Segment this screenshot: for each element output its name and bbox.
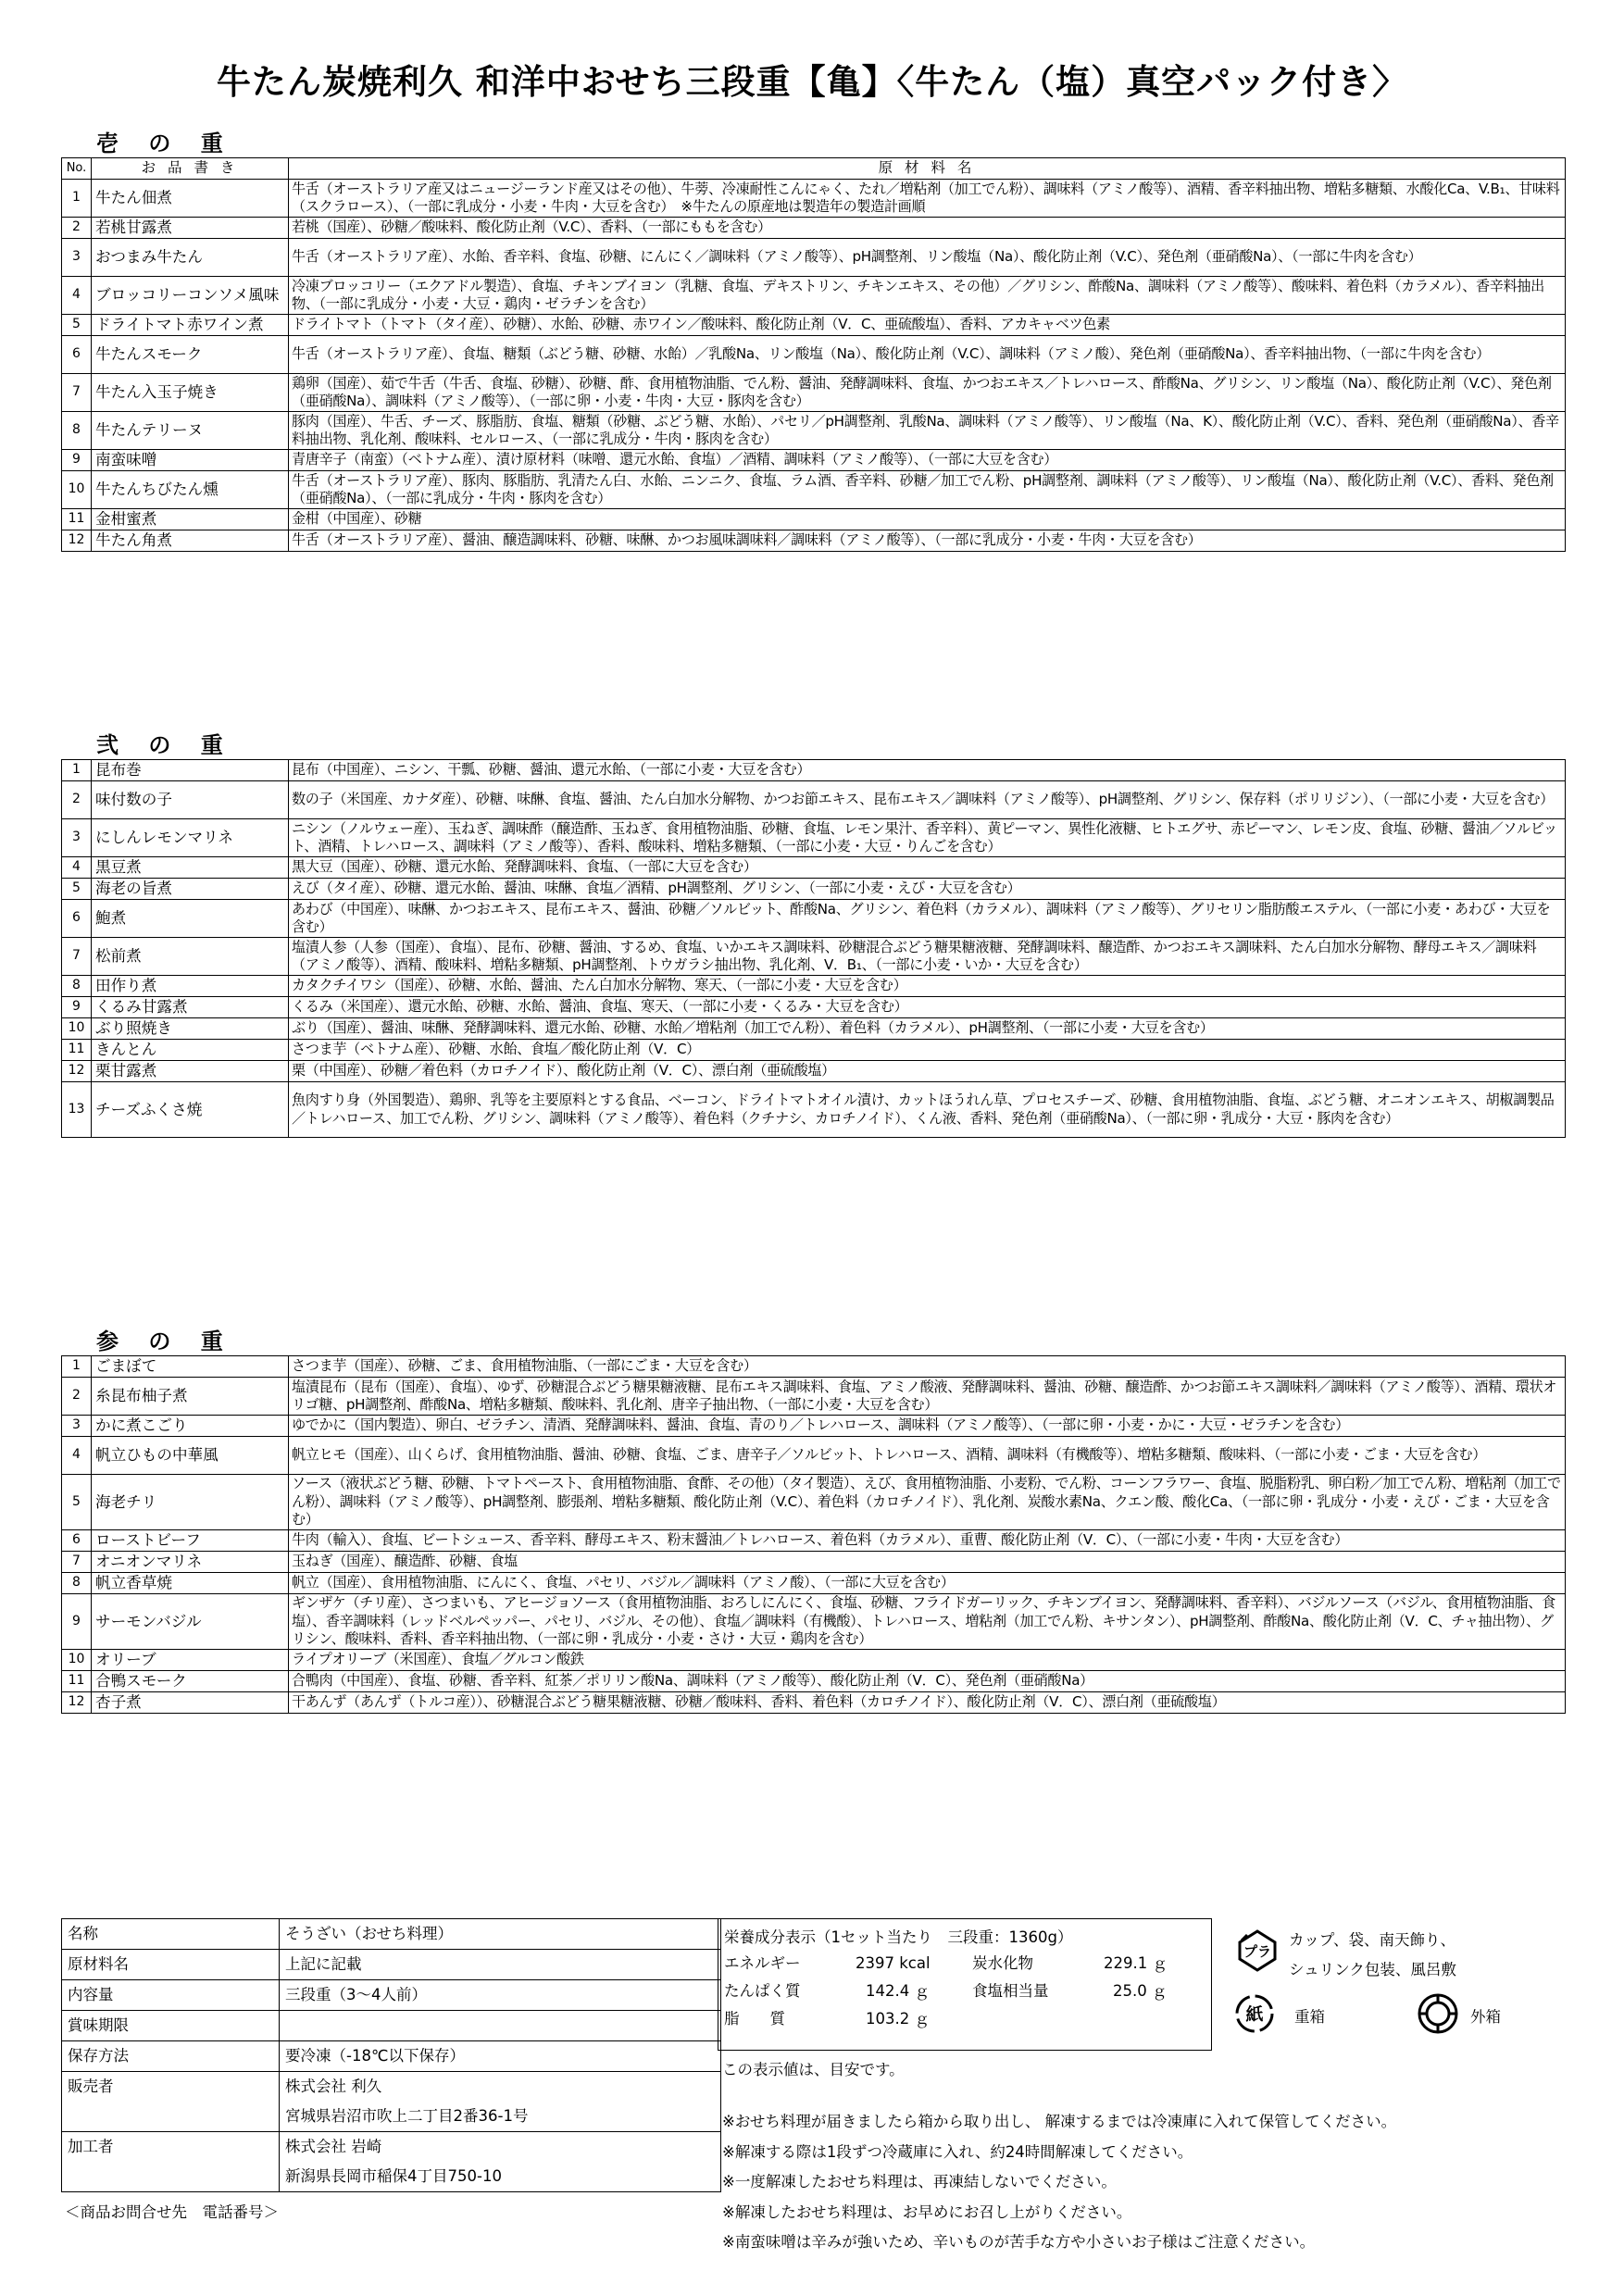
paper-mark-text: 紙 (1245, 2004, 1264, 2025)
item-ingredients: ゆでかに（国内製造）、卵白、ゼラチン、清酒、発酵調味料、醤油、食塩、青のり／トレハロース、調味料（アミノ酸等）、（一部に卵・小麦・かに・大豆・ゼラチンを含む） (289, 1416, 1566, 1437)
item-name: 杏子煮 (92, 1692, 289, 1714)
section-title: 弐 の 重 (96, 731, 234, 758)
note-item: ※一度解凍したおせち料理は、再凍結しないでください。 (722, 2173, 1117, 2190)
item-name: 牛たん佃煮 (92, 180, 289, 218)
item-name: 南蛮味噌 (92, 450, 289, 471)
item-name: 鮑煮 (92, 900, 289, 938)
item-ingredients: 金柑（中国産）、砂糖 (289, 509, 1566, 530)
nutrition-box (718, 1918, 1212, 2051)
item-no: 1 (62, 180, 92, 218)
table-row (62, 450, 1566, 471)
item-no: 3 (62, 239, 92, 277)
table-row (62, 315, 1566, 336)
nutrition-note: この表示値は、目安です。 (722, 2061, 905, 2078)
item-ingredients: 塩漬昆布（昆布（国産）、食塩）、ゆず、砂糖混合ぶどう糖果糖液糖、昆布エキス調味料、食塩、アミノ酸液、発酵調味料、醤油、砂糖、醸造酢、かつお節エキス調味料／調味料（アミノ酸等）、酒精、環状オリゴ糖、pH調整剤、酢酸Na、増粘多糖類、酸味料、乳化剤、唐辛子抽出物、（一部に小麦・大豆を含む） (289, 1378, 1566, 1416)
table-row (62, 1530, 1566, 1552)
nutrition-value: 229.1 ｇ (1104, 1954, 1168, 1972)
item-no: 6 (62, 900, 92, 938)
info-value: 宮城県岩沼市吹上二丁目2番36-1号 (280, 2102, 721, 2132)
item-name: 牛たん角煮 (92, 530, 289, 552)
item-no: 12 (62, 1061, 92, 1082)
item-no: 6 (62, 336, 92, 374)
item-ingredients: 牛舌（オーストラリア産）、水飴、香辛料、食塩、砂糖、にんにく／調味料（アミノ酸等）、pH調整剤、リン酸塩（Na）、酸化防止剤（V.C）、発色剤（亜硝酸Na）、（一部に牛肉を含む） (289, 239, 1566, 277)
item-ingredients: ぶり（国産）、醤油、味醂、発酵調味料、還元水飴、砂糖、水飴／増粘剤（加工でん粉）、着色料（カラメル）、pH調整剤、（一部に小麦・大豆を含む） (289, 1018, 1566, 1040)
info-value: 上記に記載 (280, 1950, 721, 1980)
item-name: にしんレモンマリネ (92, 819, 289, 857)
header-ingredients: 原 材 料 名 (289, 158, 1566, 180)
table-row (62, 1356, 1566, 1378)
cardboard-text: 外箱 (1470, 2008, 1501, 2026)
info-value: そうざい（おせち料理） (280, 1919, 721, 1950)
item-ingredients: 青唐辛子（南蛮）（ベトナム産）、漬け原材料（味噌、還元水飴、食塩）／酒精、調味料（アミノ酸等）、（一部に大豆を含む） (289, 450, 1566, 471)
info-value: 株式会社 岩崎 (280, 2132, 721, 2163)
table-row (62, 1378, 1566, 1416)
table-row (62, 374, 1566, 412)
item-name: ドライトマト赤ワイン煮 (92, 315, 289, 336)
item-name: 合鴨スモーク (92, 1671, 289, 1692)
item-no: 11 (62, 1671, 92, 1692)
item-ingredients: 鶏卵（国産）、茹で牛舌（牛舌、食塩、砂糖）、砂糖、酢、食用植物油脂、でん粉、醤油、発酵調味料、食塩、かつおエキス／トレハロース、酢酸Na、グリシン、リン酸塩（Na）、酸化防止剤（V.C）、発色剤（亜硝酸Na）、調味料（アミノ酸等）、（一部に卵・小麦・牛肉・大豆・豚肉を含む） (289, 374, 1566, 412)
item-ingredients: 合鴨肉（中国産）、食塩、砂糖、香辛料、紅茶／ポリリン酸Na、調味料（アミノ酸等）、酸化防止剤（V．C）、発色剤（亜硝酸Na） (289, 1671, 1566, 1692)
table-row (62, 819, 1566, 857)
item-name: 黒豆煮 (92, 857, 289, 879)
table-row (62, 509, 1566, 530)
item-ingredients: ドライトマト（トマト（タイ産）、砂糖）、水飴、砂糖、赤ワイン／酸味料、酸化防止剤（V．C、亜硫酸塩）、香料、アカキャベツ色素 (289, 315, 1566, 336)
item-name: 帆立香草焼 (92, 1573, 289, 1594)
item-name: 牛たん入玉子焼き (92, 374, 289, 412)
table-header-row (62, 158, 1566, 180)
info-value: 株式会社 利久 (280, 2072, 721, 2103)
item-no: 11 (62, 1040, 92, 1061)
table-row (62, 530, 1566, 552)
item-ingredients: カタクチイワシ（国産）、砂糖、水飴、醤油、たん白加水分解物、寒天、（一部に小麦・大豆を含む） (289, 976, 1566, 997)
note-item: ※解凍したおせち料理は、お早めにお召し上がりください。 (722, 2202, 1132, 2221)
nutrition-label: 食塩相当量 (972, 1982, 1049, 2000)
section-ni (61, 731, 1566, 1138)
plastic-text-1: カップ、袋、南天飾り、 (1289, 1931, 1456, 1949)
item-name: オニオンマリネ (92, 1552, 289, 1573)
item-no: 2 (62, 781, 92, 819)
item-name: 糸昆布柚子煮 (92, 1378, 289, 1416)
contact-label: ＜商品お問合せ先 電話番号＞ (65, 2203, 279, 2221)
item-ingredients: 数の子（米国産、カナダ産）、砂糖、味醂、食塩、醤油、たん白加水分解物、かつお節エキス、昆布エキス／調味料（アミノ酸等）、pH調整剤、グリシン、保存料（ポリリジン）、（一部に小麦・大豆を含む） (289, 781, 1566, 819)
table-row (62, 760, 1566, 781)
table-row (62, 239, 1566, 277)
item-ingredients: ギンザケ（チリ産）、さつまいも、アヒージョソース（食用植物油脂、おろしにんにく、食塩、砂糖、フライドガーリック、チキンブイヨン、発酵調味料、香辛料）、バジルソース（バジル、食用植物油脂、食塩）、香辛調味料（レッドベルペッパー、パセリ、バジル、その他）、食塩／調味料（有機酸）、トレハロース、増粘剤（加工でん粉、キサンタン）、pH調整剤、酢酸Na、酸化防止剤（V．C、チャ抽出物）、グリシン、酸味料、香料、香辛料抽出物、（一部に卵・乳成分・小麦・さけ・大豆・鶏肉を含む） (289, 1594, 1566, 1650)
table-row (62, 997, 1566, 1018)
note-item: ※解凍する際は1段ずつ冷蔵庫に入れ、約24時間解凍してください。 (722, 2142, 1193, 2161)
item-name: 海老の旨煮 (92, 879, 289, 900)
nutrition-row (724, 2008, 1206, 2030)
section-title: 壱 の 重 (96, 130, 234, 156)
item-no: 4 (62, 277, 92, 315)
table-row (62, 1018, 1566, 1040)
table-row (62, 1040, 1566, 1061)
table-row (62, 1594, 1566, 1650)
paper-recycle-icon (1231, 1990, 1278, 2037)
table-row (62, 1082, 1566, 1138)
item-name: 牛たんちびたん燻 (92, 471, 289, 509)
nutrition-row (724, 1953, 1206, 1975)
item-name: 栗甘露煮 (92, 1061, 289, 1082)
item-name: おつまみ牛たん (92, 239, 289, 277)
item-name: 海老チリ (92, 1475, 289, 1530)
item-ingredients: あわび（中国産）、味醂、かつおエキス、昆布エキス、醤油、砂糖／ソルビット、酢酸Na、グリシン、着色料（カラメル）、調味料（アミノ酸等）、グリセリン脂肪酸エステル、（一部に小麦・あわび・大豆を含む） (289, 900, 1566, 938)
info-label: 名称 (62, 1919, 280, 1950)
table-row (62, 1437, 1566, 1475)
item-name: 牛たんテリーヌ (92, 412, 289, 450)
item-no: 4 (62, 857, 92, 879)
item-name: 牛たんスモーク (92, 336, 289, 374)
item-name: ブロッコリーコンソメ風味 (92, 277, 289, 315)
item-no: 9 (62, 450, 92, 471)
note-item: ※おせち料理が届きましたら箱から取り出し、 解凍するまでは冷凍庫に入れて保管してください。 (722, 2113, 1397, 2130)
item-no: 2 (62, 218, 92, 239)
nutrition-header: 栄養成分表示（1セット当たり 三段重：1360g） (724, 1928, 1073, 1946)
item-no: 13 (62, 1082, 92, 1138)
nutrition-value: 142.4 ｇ (866, 1982, 930, 2000)
item-name: ぶり照焼き (92, 1018, 289, 1040)
nutrition-label: 脂 質 (724, 2010, 785, 2028)
item-ingredients: 若桃（国産）、砂糖／酸味料、酸化防止剤（V.C）、香料、（一部にももを含む） (289, 218, 1566, 239)
table-row (62, 1552, 1566, 1573)
item-no: 5 (62, 315, 92, 336)
item-no: 10 (62, 1650, 92, 1671)
item-ingredients: 牛舌（オーストラリア産）、食塩、糖類（ぶどう糖、砂糖、水飴）／乳酸Na、リン酸塩（Na）、酸化防止剤（V.C）、調味料（アミノ酸）、発色剤（亜硝酸Na）、香辛料抽出物、（一部に牛肉を含む） (289, 336, 1566, 374)
item-ingredients: 昆布（中国産）、ニシン、干瓢、砂糖、醤油、還元水飴、（一部に小麦・大豆を含む） (289, 760, 1566, 781)
item-ingredients: えび（タイ産）、砂糖、還元水飴、醤油、味醂、食塩／酒精、pH調整剤、グリシン、（一部に小麦・えび・大豆を含む） (289, 879, 1566, 900)
item-no: 7 (62, 938, 92, 976)
item-no: 1 (62, 1356, 92, 1378)
table-row (62, 336, 1566, 374)
info-value: 三段重（3～4人前） (280, 1980, 721, 2011)
item-ingredients: 魚肉すり身（外国製造）、鶏卵、乳等を主要原料とする食品、ベーコン、ドライトマトオイル漬け、カットほうれん草、プロセスチーズ、砂糖、食用植物油脂、食塩、ぶどう糖、オニオンエキス、胡椒調製品／トレハロース、加工でん粉、グリシン、調味料（アミノ酸等）、着色料（クチナシ、カロチノイド）、くん液、香料、発色剤（亜硝酸Na）、（一部に卵・乳成分・大豆・豚肉を含む） (289, 1082, 1566, 1138)
item-name: 田作り煮 (92, 976, 289, 997)
item-ingredients: ソース（液状ぶどう糖、砂糖、トマトペースト、食用植物油脂、食酢、その他）（タイ製造）、えび、食用植物油脂、小麦粉、でん粉、コーンフラワー、食塩、脱脂粉乳、卵白粉／加工でん粉、増粘剤（加工でん粉）、調味料（アミノ酸等）、pH調整剤、膨張剤、増粘多糖類、酸化防止剤（V.C）、着色料（カロチノイド）、乳化剤、炭酸水素Na、クエン酸、酸化Ca、（一部に卵・乳成分・小麦・えび・ごま・大豆を含む） (289, 1475, 1566, 1530)
table-row (62, 879, 1566, 900)
item-ingredients: ライプオリーブ（米国産）、食塩／グルコン酸鉄 (289, 1650, 1566, 1671)
nutrition-row (724, 1980, 1206, 2003)
note-item: ※南蛮味噌は辛みが強いため、辛いものが苦手な方や小さいお子様はご注意ください。 (722, 2233, 1316, 2251)
item-name: かに煮こごり (92, 1416, 289, 1437)
item-no: 7 (62, 1552, 92, 1573)
item-ingredients: 牛舌（オーストラリア産又はニュージーランド産又はその他）、牛蒡、冷凍耐性こんにゃく、たれ／増粘剤（加工でん粉）、調味料（アミノ酸等）、酒精、香辛料抽出物、増粘多糖類、水酸化Ca、V.B₁、甘味料（スクラロース）、（一部に乳成分・小麦・牛肉・大豆を含む） ※牛たんの原産地は製造年の製造計画順 (289, 180, 1566, 218)
page-title: 牛たん炭焼利久 和洋中おせち三段重【亀】〈牛たん（塩）真空パック付き〉 (216, 61, 1408, 102)
item-no: 2 (62, 1378, 92, 1416)
item-no: 10 (62, 1018, 92, 1040)
nutrition-label: エネルギー (724, 1954, 801, 1972)
item-name: サーモンバジル (92, 1594, 289, 1650)
item-no: 5 (62, 879, 92, 900)
notes-list (722, 2107, 1396, 2258)
nutrition-label: たんぱく質 (724, 1982, 801, 2000)
item-ingredients: くるみ（米国産）、還元水飴、砂糖、水飴、醤油、食塩、寒天、（一部に小麦・くるみ・大豆を含む） (289, 997, 1566, 1018)
item-ingredients: 干あんず（あんず（トルコ産））、砂糖混合ぶどう糖果糖液糖、砂糖／酸味料、香料、着色料（カロチノイド）、酸化防止剤（V．C）、漂白剤（亜硫酸塩） (289, 1692, 1566, 1714)
table-row (62, 471, 1566, 509)
item-no: 1 (62, 760, 92, 781)
item-no: 4 (62, 1437, 92, 1475)
item-no: 9 (62, 1594, 92, 1650)
info-label: 原材料名 (62, 1950, 280, 1980)
item-ingredients: 牛舌（オーストラリア産）、豚肉、豚脂肪、乳清たん白、水飴、ニンニク、食塩、ラム酒、香辛料、砂糖／加工でん粉、pH調整剤、調味料（アミノ酸等）、リン酸塩（Na）、酸化防止剤（V.C）、香料、発色剤（亜硝酸Na）、（一部に乳成分・牛肉・豚肉を含む） (289, 471, 1566, 509)
info-value: 要冷凍（-18℃以下保存） (280, 2041, 721, 2072)
item-name: きんとん (92, 1040, 289, 1061)
nutrition-value: 2397 kcal (856, 1954, 931, 1972)
table-row (62, 277, 1566, 315)
item-no: 8 (62, 1573, 92, 1594)
item-name: チーズふくさ焼 (92, 1082, 289, 1138)
table-row (62, 218, 1566, 239)
item-no: 12 (62, 1692, 92, 1714)
table-row (62, 1416, 1566, 1437)
item-name: 若桃甘露煮 (92, 218, 289, 239)
item-ingredients: 帆立ヒモ（国産）、山くらげ、食用植物油脂、醤油、砂糖、食塩、ごま、唐辛子／ソルビット、トレハロース、酒精、調味料（有機酸等）、増粘多糖類、酸味料、（一部に小麦・ごま・大豆を含む） (289, 1437, 1566, 1475)
items-table (61, 157, 1566, 552)
item-no: 6 (62, 1530, 92, 1552)
item-ingredients: さつま芋（国産）、砂糖、ごま、食用植物油脂、（一部にごま・大豆を含む） (289, 1356, 1566, 1378)
nutrition-label: 炭水化物 (972, 1954, 1033, 1972)
paper-text: 重箱 (1294, 2008, 1325, 2026)
plastic-mark-text: プラ (1243, 1943, 1272, 1960)
section-title: 参 の 重 (96, 1328, 234, 1354)
info-label: 保存方法 (62, 2041, 280, 2072)
item-name: ごまぼて (92, 1356, 289, 1378)
item-ingredients: 黒大豆（国産）、砂糖、還元水飴、発酵調味料、食塩、（一部に大豆を含む） (289, 857, 1566, 879)
header-no: No. (62, 158, 92, 180)
table-row (62, 1475, 1566, 1530)
table-row (62, 857, 1566, 879)
plastic-recycle-icon (1234, 1928, 1280, 1974)
info-label: 加工者 (62, 2132, 280, 2192)
table-row (62, 1061, 1566, 1082)
header-name: お 品 書 き (92, 158, 289, 180)
nutrition-value: 103.2 ｇ (866, 2010, 930, 2028)
table-row (62, 1692, 1566, 1714)
section-san (61, 1328, 1566, 1714)
item-name: 味付数の子 (92, 781, 289, 819)
item-ingredients: 冷凍ブロッコリー（エクアドル製造）、食塩、チキンブイヨン（乳糖、食塩、デキストリン、チキンエキス、その他）／グリシン、酢酸Na、調味料（アミノ酸等）、酸味料、着色料（カラメル）、香辛料抽出物、（一部に乳成分・小麦・大豆・鶏肉・ゼラチンを含む） (289, 277, 1566, 315)
info-label: 内容量 (62, 1980, 280, 2011)
item-ingredients: 栗（中国産）、砂糖／着色料（カロチノイド）、酸化防止剤（V．C）、漂白剤（亜硫酸塩） (289, 1061, 1566, 1082)
info-value (280, 2011, 721, 2041)
item-no: 11 (62, 509, 92, 530)
item-ingredients: 玉ねぎ（国産）、醸造酢、砂糖、食塩 (289, 1552, 1566, 1573)
table-row (62, 1573, 1566, 1594)
item-name: 松前煮 (92, 938, 289, 976)
item-no: 8 (62, 976, 92, 997)
item-no: 7 (62, 374, 92, 412)
item-name: くるみ甘露煮 (92, 997, 289, 1018)
info-label: 賞味期限 (62, 2011, 280, 2041)
item-no: 9 (62, 997, 92, 1018)
item-name: ローストビーフ (92, 1530, 289, 1552)
plastic-text-2: シュリンク包装、風呂敷 (1289, 1961, 1456, 1978)
item-name: 帆立ひもの中華風 (92, 1437, 289, 1475)
item-no: 3 (62, 1416, 92, 1437)
item-name: 昆布巻 (92, 760, 289, 781)
item-no: 12 (62, 530, 92, 552)
table-row (62, 976, 1566, 997)
item-name: オリーブ (92, 1650, 289, 1671)
section-ichi (61, 130, 1566, 552)
item-ingredients: ニシン（ノルウェー産）、玉ねぎ、調味酢（醸造酢、玉ねぎ、食用植物油脂、砂糖、食塩、レモン果汁、香辛料）、黄ピーマン、異性化液糖、ヒトエグサ、赤ピーマン、レモン皮、食塩、砂糖、醤油／ソルビット、酒精、トレハロース、調味料（アミノ酸等）、香料、酸味料、増粘多糖類、（一部に小麦・大豆・りんごを含む） (289, 819, 1566, 857)
item-ingredients: 塩漬人参（人参（国産）、食塩）、昆布、砂糖、醤油、するめ、食塩、いかエキス調味料、砂糖混合ぶどう糖果糖液糖、発酵調味料、醸造酢、かつおエキス調味料、たん白加水分解物、酵母エキス／調味料（アミノ酸等）、酒精、酸味料、増粘多糖類、pH調整剤、トウガラシ抽出物、乳化剤、V．B₁、（一部に小麦・いか・大豆を含む） (289, 938, 1566, 976)
product-info-table (61, 1918, 721, 2192)
info-value: 新潟県長岡市稲保4丁目750-10 (280, 2162, 721, 2192)
table-row (62, 938, 1566, 976)
item-no: 5 (62, 1475, 92, 1530)
info-label: 販売者 (62, 2072, 280, 2132)
item-ingredients: 帆立（国産）、食用植物油脂、にんにく、食塩、パセリ、バジル／調味料（アミノ酸）、（一部に大豆を含む） (289, 1573, 1566, 1594)
nutrition-value: 25.0 ｇ (1113, 1982, 1168, 2000)
items-table (61, 759, 1566, 1138)
table-row (62, 781, 1566, 819)
item-ingredients: 牛肉（輸入）、食塩、ビートシュース、香辛料、酵母エキス、粉末醤油／トレハロース、着色料（カラメル）、重曹、酸化防止剤（V．C）、（一部に小麦・牛肉・大豆を含む） (289, 1530, 1566, 1552)
table-row (62, 1650, 1566, 1671)
cardboard-recycle-icon (1415, 1990, 1461, 2037)
item-no: 10 (62, 471, 92, 509)
item-ingredients: 牛舌（オーストラリア産）、醤油、醸造調味料、砂糖、味醂、かつお風味調味料／調味料（アミノ酸等）、（一部に乳成分・小麦・牛肉・大豆を含む） (289, 530, 1566, 552)
item-ingredients: さつま芋（ベトナム産）、砂糖、水飴、食塩／酸化防止剤（V．C） (289, 1040, 1566, 1061)
item-ingredients: 豚肉（国産）、牛舌、チーズ、豚脂肪、食塩、糖類（砂糖、ぶどう糖、水飴）、パセリ／pH調整剤、乳酸Na、調味料（アミノ酸等）、リン酸塩（Na、K）、酸化防止剤（V.C）、香料、発色剤（亜硝酸Na）、香辛料抽出物、乳化剤、酸味料、セルロース、（一部に乳成分・牛肉・豚肉を含む） (289, 412, 1566, 450)
table-row (62, 900, 1566, 938)
table-row (62, 1671, 1566, 1692)
item-no: 3 (62, 819, 92, 857)
item-name: 金柑蜜煮 (92, 509, 289, 530)
table-row (62, 412, 1566, 450)
item-no: 8 (62, 412, 92, 450)
items-table (61, 1355, 1566, 1714)
table-row (62, 180, 1566, 218)
